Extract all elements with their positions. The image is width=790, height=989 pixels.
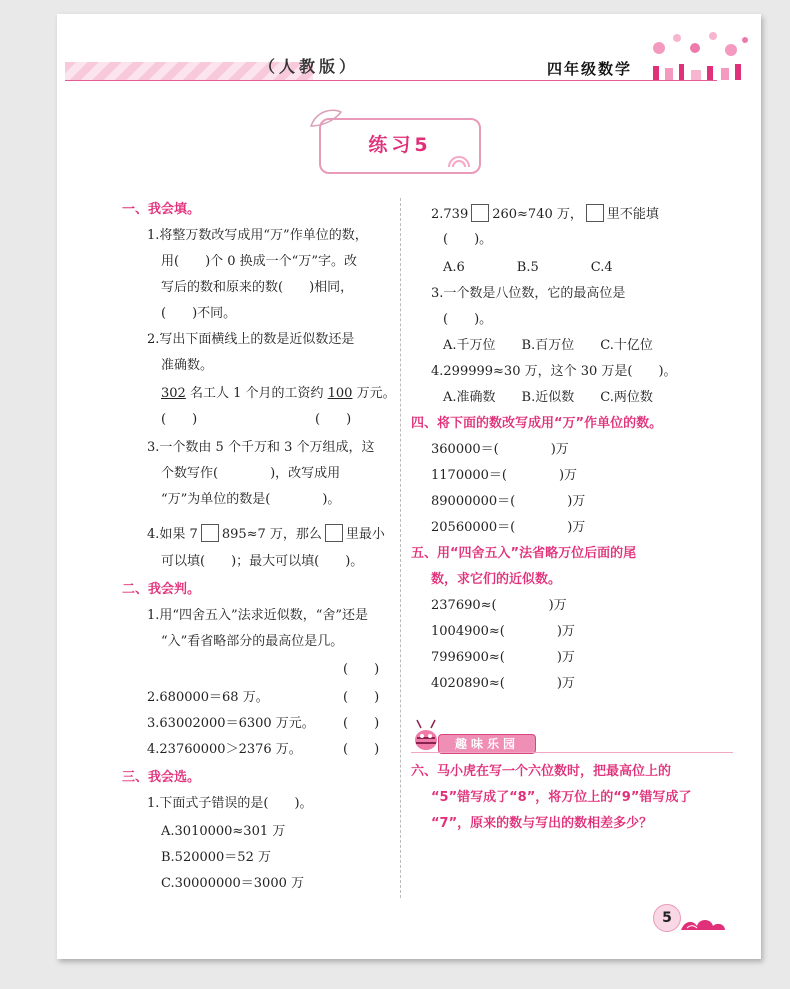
fill-q3-line3: “万”为单位的数是( )。 [161,492,341,507]
section-6-line3: “7”，原来的数与写出的数相差多少？ [431,816,653,831]
fill-q3-line1: 3.一个数由 5 个千万和 3 个万组成，这 [147,440,375,455]
exercise-title: 练习5 [368,134,432,156]
round-item-1[interactable]: 237690≈( )万 [431,598,567,613]
fun-corner-rule [411,752,733,753]
convert-item-1[interactable]: 360000＝( )万 [431,442,569,457]
page-number: 5 [653,904,681,932]
choice-q4-line1: 4.299999≈30 万，这个 30 万是( )。 [431,364,677,379]
choice-q2-line1: 2.739 260≈740 万， 里不能填 [431,204,659,223]
round-item-4[interactable]: 4020890≈( )万 [431,676,575,691]
section-3-title: 三、我会选。 [122,770,201,785]
rainbow-decoration-icon [447,150,471,168]
fill-q2-line1: 2.写出下面横线上的数是近似数还是 [147,332,355,347]
underlined-number-100: 100 [327,386,353,401]
choice-q3-options[interactable]: A.千万位 B.百万位 C.十亿位 [443,338,653,353]
cloud-decoration-icon [679,914,727,936]
choice-q3-line2: ( )。 [443,312,493,327]
judge-q1-line2: “入”看省略部分的最高位是几。 [161,634,344,649]
fill-q2-line2: 准确数。 [161,358,214,373]
fill-q1-line1: 1.将整万数改写成用“万”作单位的数， [147,228,368,243]
grade-subject-label: 四年级数学 [547,60,633,78]
section-4-title: 四、将下面的数改写成用“万”作单位的数。 [411,416,663,431]
judge-answer-4[interactable]: ( ) [343,742,380,757]
choice-q4-options[interactable]: A.准确数 B.近似数 C.两位数 [443,390,653,405]
fill-q1-line3: 写后的数和原来的数( )相同， [161,280,354,295]
fill-q4-line2: 可以填( )；最大可以填( )。 [161,554,364,569]
underlined-number-302: 302 [161,386,186,401]
answer-square-box[interactable] [586,204,604,222]
fill-q4-line1: 4.如果 7 895≈7 万，那么 里最小 [147,524,385,543]
answer-blank-100[interactable]: ( ) [315,412,352,427]
choice-q1-option-a[interactable]: A.3010000≈301 万 [161,824,286,839]
answer-square-box[interactable] [471,204,489,222]
header-rule [65,80,717,81]
judge-answer-1[interactable]: ( ) [343,662,380,677]
convert-item-4[interactable]: 20560000＝( )万 [431,520,586,535]
choice-q1-option-b[interactable]: B.520000＝52 万 [161,850,271,865]
answer-blank-302[interactable]: ( ) [161,412,198,427]
choice-q2-options[interactable]: A.6 B.5 C.4 [443,260,613,275]
fill-q1-line4: ( )不同。 [161,306,237,321]
column-divider [400,198,401,898]
round-item-3[interactable]: 7996900≈( )万 [431,650,575,665]
judge-answer-2[interactable]: ( ) [343,690,380,705]
choice-q1-option-c[interactable]: C.30000000＝3000 万 [161,876,305,891]
answer-square-box[interactable] [325,524,343,542]
fun-corner-banner: 趣味乐园 [438,734,536,754]
section-5-title-line1: 五、用“四舍五入”法省略万位后面的尾 [411,546,637,561]
convert-item-2[interactable]: 1170000＝( )万 [431,468,578,483]
section-6-line1: 六、马小虎在写一个六位数时，把最高位上的 [411,764,672,779]
fill-q2-line3: 302 名工人 1 个月的工资约 100 万元。 [161,386,396,401]
section-1-title: 一、我会填。 [122,202,201,217]
judge-q1-line1: 1.用“四舍五入”法求近似数，“舍”还是 [147,608,368,623]
judge-answer-3[interactable]: ( ) [343,716,380,731]
edition-label: （人教版） [259,57,360,76]
judge-q2: 2.680000＝68 万。 [147,690,269,705]
round-item-2[interactable]: 1004900≈( )万 [431,624,575,639]
fill-q3-line2: 个数写作( )，改写成用 [161,466,341,481]
convert-item-3[interactable]: 89000000＝( )万 [431,494,586,509]
flower-decoration-icon [647,26,753,82]
judge-q3: 3.63002000＝6300 万元。 [147,716,315,731]
section-2-title: 二、我会判。 [122,582,201,597]
section-6-line2: “5”错写成了“8”，将万位上的“9”错写成了 [431,790,692,805]
judge-q4: 4.23760000＞2376 万。 [147,742,302,757]
bee-mascot-icon [411,718,441,754]
answer-square-box[interactable] [201,524,219,542]
choice-q1: 1.下面式子错误的是( )。 [147,796,313,811]
leaf-decoration-icon [309,106,343,130]
workbook-page [57,14,761,959]
choice-q2-line2: ( )。 [443,232,493,247]
choice-q3-line1: 3.一个数是八位数，它的最高位是 [431,286,626,301]
exercise-title-box [319,118,481,174]
fill-q1-line2: 用( )个 0 换成一个“万”字。改 [161,254,357,269]
section-5-title-line2: 数，求它们的近似数。 [431,572,562,587]
